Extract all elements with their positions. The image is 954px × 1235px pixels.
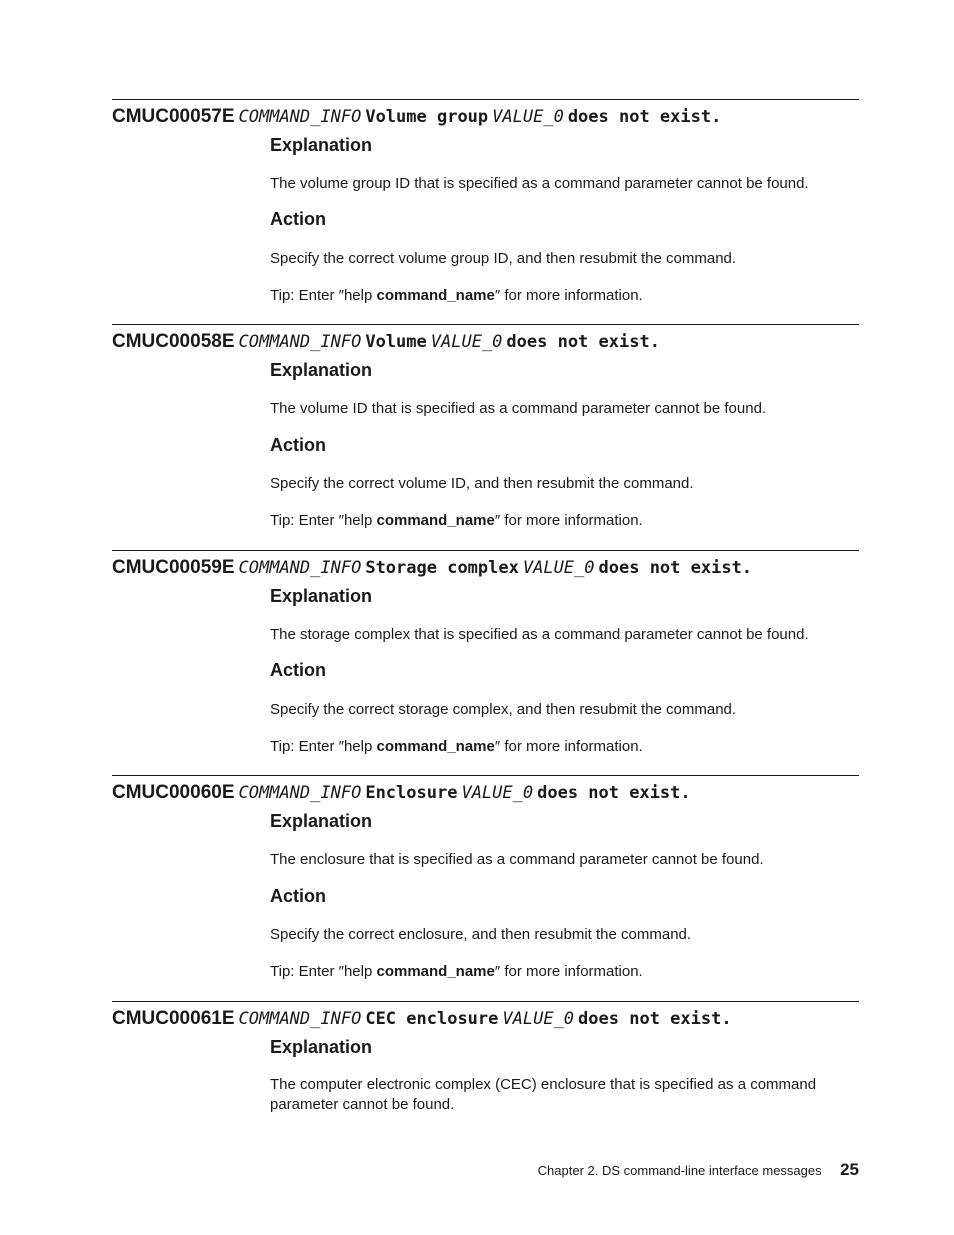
message-code: CMUC00058E bbox=[112, 331, 235, 352]
tip-command: command_name bbox=[376, 287, 495, 304]
message-entry bbox=[112, 99, 859, 304]
tip-prefix: Tip: Enter ″help bbox=[270, 287, 377, 304]
action-text: Specify the correct storage complex, and then resubmit the command. bbox=[270, 701, 737, 718]
message-text-pre: CEC enclosure bbox=[365, 1009, 499, 1029]
message-variable: VALUE_0 bbox=[461, 783, 534, 803]
command-info: COMMAND_INFO bbox=[238, 558, 362, 578]
message-entry bbox=[112, 775, 859, 980]
message-text-post: does not exist. bbox=[598, 558, 753, 578]
command-info: COMMAND_INFO bbox=[238, 1009, 362, 1029]
action-text: Specify the correct volume group ID, and then resubmit the command. bbox=[270, 250, 737, 267]
message-entry bbox=[112, 550, 859, 755]
message-entry bbox=[112, 1001, 859, 1113]
tip-command: command_name bbox=[376, 738, 495, 755]
action-text: Specify the correct enclosure, and then resubmit the command. bbox=[270, 926, 692, 943]
tip-prefix: Tip: Enter ″help bbox=[270, 963, 377, 980]
message-heading bbox=[112, 556, 752, 581]
message-text-post: does not exist. bbox=[537, 783, 691, 803]
message-text-post: does not exist. bbox=[567, 107, 722, 127]
message-variable: VALUE_0 bbox=[492, 107, 564, 127]
chapter-title: Chapter 2. DS command-line interface messages bbox=[537, 1163, 822, 1178]
explanation-heading: Explanation bbox=[270, 586, 373, 606]
action-heading: Action bbox=[270, 886, 326, 906]
entry-divider bbox=[112, 1001, 859, 1002]
message-heading bbox=[112, 781, 691, 806]
message-text-pre: Volume bbox=[365, 332, 427, 352]
action-heading: Action bbox=[270, 435, 326, 455]
message-variable: VALUE_0 bbox=[430, 332, 503, 352]
message-code: CMUC00059E bbox=[112, 557, 235, 578]
entry-divider bbox=[112, 324, 859, 325]
tip-text bbox=[270, 511, 859, 531]
explanation-heading: Explanation bbox=[270, 1037, 373, 1057]
explanation-text: The enclosure that is specified as a command parameter cannot be found. bbox=[270, 851, 764, 868]
message-text-post: does not exist. bbox=[506, 332, 660, 352]
message-text-pre: Storage complex bbox=[365, 558, 519, 578]
entry-divider bbox=[112, 99, 859, 100]
command-info: COMMAND_INFO bbox=[238, 783, 362, 803]
message-heading bbox=[112, 330, 660, 355]
explanation-heading: Explanation bbox=[270, 811, 373, 831]
message-entry bbox=[112, 324, 859, 529]
message-text-pre: Enclosure bbox=[365, 783, 458, 803]
message-code: CMUC00061E bbox=[112, 1008, 235, 1029]
tip-prefix: Tip: Enter ″help bbox=[270, 512, 377, 529]
explanation-heading: Explanation bbox=[270, 135, 373, 155]
entry-divider bbox=[112, 550, 859, 551]
tip-suffix: ″ for more information. bbox=[494, 738, 643, 755]
tip-command: command_name bbox=[376, 512, 495, 529]
command-info: COMMAND_INFO bbox=[238, 332, 362, 352]
explanation-text: The volume group ID that is specified as a command parameter cannot be found. bbox=[270, 175, 809, 192]
explanation-heading: Explanation bbox=[270, 360, 373, 380]
tip-suffix: ″ for more information. bbox=[494, 287, 643, 304]
explanation-text: The storage complex that is specified as a command parameter cannot be found. bbox=[270, 626, 809, 643]
page-number: 25 bbox=[840, 1160, 859, 1179]
message-text-post: does not exist. bbox=[578, 1009, 732, 1029]
explanation-text: The computer electronic complex (CEC) enclosure that is specified as a command parameter cannot be found. bbox=[270, 1076, 817, 1113]
tip-text bbox=[270, 962, 859, 982]
action-heading: Action bbox=[270, 209, 326, 229]
command-info: COMMAND_INFO bbox=[238, 107, 362, 127]
message-variable: VALUE_0 bbox=[522, 558, 595, 578]
tip-text bbox=[270, 737, 859, 757]
tip-suffix: ″ for more information. bbox=[494, 963, 643, 980]
tip-prefix: Tip: Enter ″help bbox=[270, 738, 377, 755]
action-text: Specify the correct volume ID, and then resubmit the command. bbox=[270, 475, 694, 492]
message-code: CMUC00057E bbox=[112, 106, 235, 127]
entry-divider bbox=[112, 775, 859, 776]
tip-text bbox=[270, 286, 859, 306]
message-heading bbox=[112, 105, 721, 130]
action-heading: Action bbox=[270, 660, 326, 680]
page-footer bbox=[538, 1160, 859, 1180]
tip-suffix: ″ for more information. bbox=[494, 512, 643, 529]
message-text-pre: Volume group bbox=[365, 107, 489, 127]
explanation-text: The volume ID that is specified as a command parameter cannot be found. bbox=[270, 400, 767, 417]
message-code: CMUC00060E bbox=[112, 782, 235, 803]
message-heading bbox=[112, 1007, 732, 1032]
message-variable: VALUE_0 bbox=[502, 1009, 575, 1029]
tip-command: command_name bbox=[376, 963, 495, 980]
